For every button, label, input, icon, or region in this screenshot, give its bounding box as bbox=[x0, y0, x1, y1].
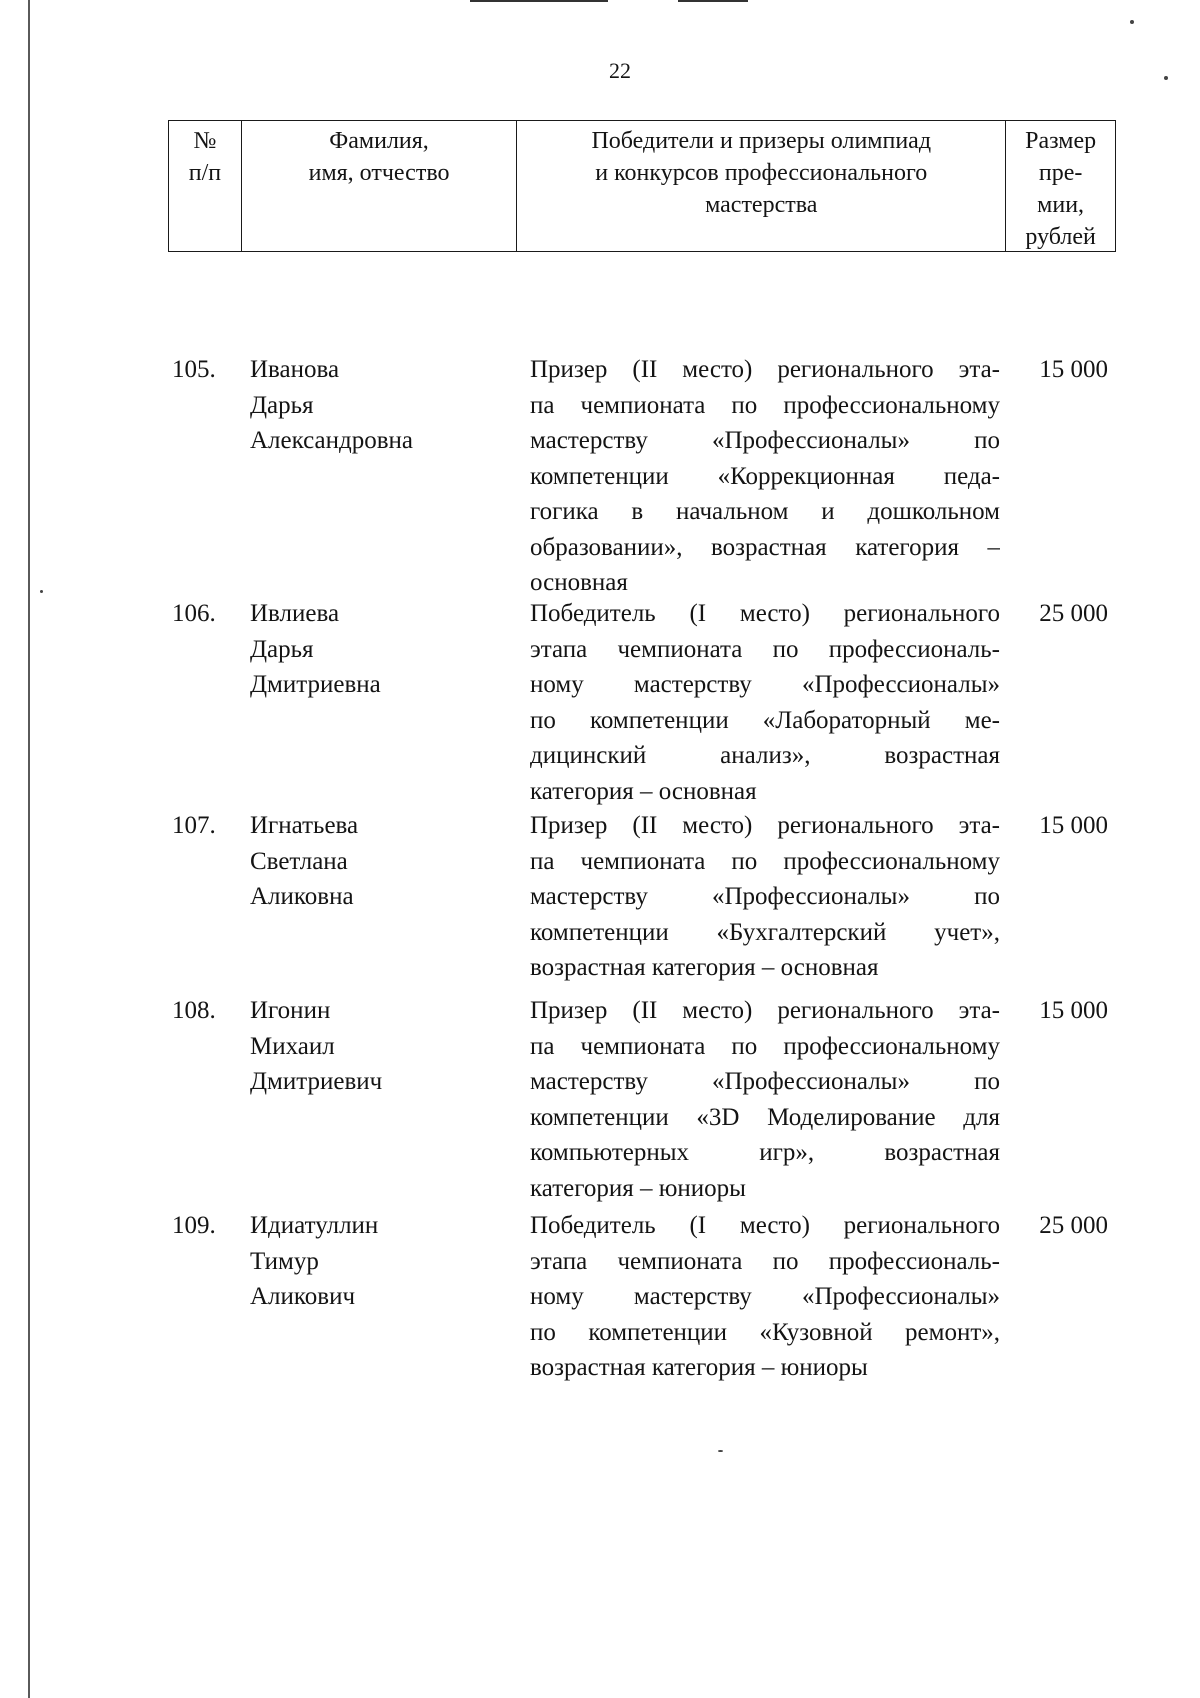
row-number: 106. bbox=[172, 600, 216, 627]
row-prize-amount: 15 000 bbox=[1039, 997, 1108, 1024]
row-prize-amount: 25 000 bbox=[1039, 600, 1108, 627]
row-full-name: Идиатуллин Тимур Аликович bbox=[250, 1212, 379, 1310]
scan-speck bbox=[1164, 76, 1168, 80]
table-row bbox=[168, 352, 1116, 601]
achievement-line: компетенции «Коррекционная педа- bbox=[530, 462, 1000, 490]
achievement-line: компетенции «3D Моделирование для bbox=[530, 1103, 1000, 1131]
achievement-line: возрастная категория – юниоры bbox=[530, 1354, 868, 1381]
achievement-line: дицинский анализ», возрастная bbox=[530, 742, 1000, 769]
achievement-line: по компетенции «Кузовной ремонт», bbox=[530, 1318, 1000, 1346]
achievement-line: мастерству «Профессионалы» по bbox=[530, 427, 1000, 454]
row-achievement bbox=[516, 993, 1006, 1206]
row-full-name: Ивлиева Дарья Дмитриевна bbox=[250, 600, 381, 698]
achievement-line: категория – юниоры bbox=[530, 1174, 746, 1202]
achievement-line: Призер (II место) регионального эта- bbox=[530, 356, 1000, 383]
achievement-line: Победитель (I место) регионального bbox=[530, 1212, 1000, 1239]
table-header bbox=[168, 120, 1116, 252]
table-row bbox=[168, 1208, 1116, 1386]
achievement-line: основная bbox=[530, 569, 628, 596]
achievement-line: па чемпионата по профессиональному bbox=[530, 1032, 1000, 1060]
row-prize-amount: 15 000 bbox=[1039, 356, 1108, 383]
row-full-name: Игонин Михаил Дмитриевич bbox=[250, 997, 383, 1095]
row-full-name: Игнатьева Светлана Аликовна bbox=[250, 812, 359, 910]
scan-speck bbox=[40, 590, 43, 593]
row-number: 108. bbox=[172, 997, 216, 1024]
row-achievement bbox=[516, 808, 1006, 986]
table-row bbox=[168, 596, 1116, 809]
row-prize-amount: 15 000 bbox=[1039, 812, 1108, 839]
achievement-line: Призер (II место) регионального эта- bbox=[530, 997, 1000, 1024]
header-prize-amount: Размер пре- мии, рублей bbox=[1005, 121, 1115, 251]
row-achievement bbox=[516, 1208, 1006, 1386]
achievement-line: этапа чемпионата по профессиональ- bbox=[530, 1247, 1000, 1275]
row-prize-amount: 25 000 bbox=[1039, 1212, 1108, 1239]
header-achievement: Победители и призеры олимпиад и конкурсов профессионального мастерства bbox=[516, 121, 1005, 251]
table-row bbox=[168, 993, 1116, 1206]
achievement-line: компетенции «Бухгалтерский учет», bbox=[530, 918, 1000, 946]
row-achievement bbox=[516, 352, 1006, 601]
achievement-line: категория – основная bbox=[530, 777, 757, 805]
scan-mark bbox=[470, 0, 608, 2]
header-number: № п/п bbox=[188, 128, 222, 186]
table-row bbox=[168, 808, 1116, 986]
row-number: 105. bbox=[172, 356, 216, 383]
awards-table bbox=[168, 120, 1116, 1381]
achievement-line: по компетенции «Лабораторный ме- bbox=[530, 706, 1000, 734]
row-full-name: Иванова Дарья Александровна bbox=[250, 356, 414, 454]
achievement-line: мастерству «Профессионалы» по bbox=[530, 1068, 1000, 1095]
achievement-line: Победитель (I место) регионального bbox=[530, 600, 1000, 627]
scan-speck bbox=[1130, 20, 1134, 24]
achievement-line: ному мастерству «Профессионалы» bbox=[530, 1283, 1000, 1310]
achievement-line: па чемпионата по профессиональному bbox=[530, 847, 1000, 875]
scan-mark bbox=[678, 0, 748, 2]
header-full-name: Фамилия, имя, отчество bbox=[241, 121, 516, 251]
row-number: 107. bbox=[172, 812, 216, 839]
achievement-line: па чемпионата по профессиональному bbox=[530, 391, 1000, 419]
row-achievement bbox=[516, 596, 1006, 809]
achievement-line: Призер (II место) регионального эта- bbox=[530, 812, 1000, 839]
page-number: 22 bbox=[609, 58, 631, 83]
achievement-line: гогика в начальном и дошкольном bbox=[530, 498, 1000, 525]
achievement-line: ному мастерству «Профессионалы» bbox=[530, 671, 1000, 698]
achievement-line: мастерству «Профессионалы» по bbox=[530, 883, 1000, 910]
achievement-line: образовании», возрастная категория – bbox=[530, 533, 1000, 561]
achievement-line: возрастная категория – основная bbox=[530, 954, 879, 981]
scan-speck bbox=[718, 1450, 723, 1452]
achievement-line: компьютерных игр», возрастная bbox=[530, 1139, 1000, 1166]
achievement-line: этапа чемпионата по профессиональ- bbox=[530, 635, 1000, 663]
scan-edge-line bbox=[28, 0, 30, 1698]
row-number: 109. bbox=[172, 1212, 216, 1239]
